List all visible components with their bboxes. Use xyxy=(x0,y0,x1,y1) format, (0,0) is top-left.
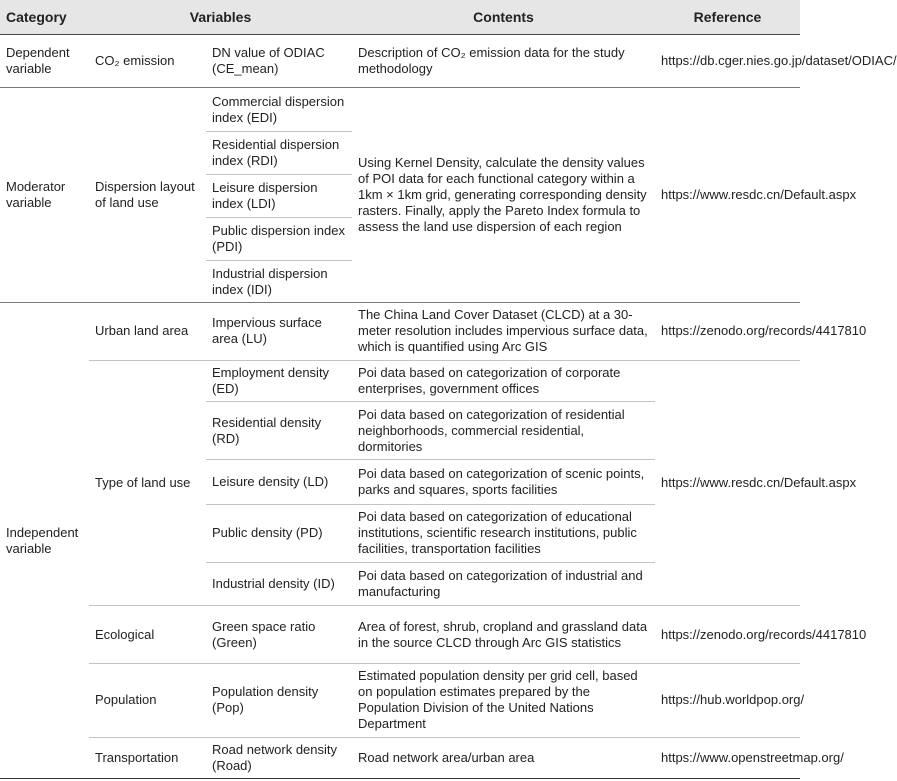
variable-cell: Type of land use xyxy=(89,360,206,606)
category-cell: Independent variable xyxy=(0,303,89,779)
table-row xyxy=(0,606,800,664)
detail-cell: DN value of ODIAC (CE_mean) xyxy=(206,35,352,88)
header-reference: Reference xyxy=(655,0,800,35)
variable-cell: Dispersion layout of land use xyxy=(89,88,206,303)
detail-cell: Public density (PD) xyxy=(206,504,352,563)
detail-cell: Commercial dispersion index (EDI) xyxy=(206,88,352,131)
detail-cell: Impervious surface area (LU) xyxy=(206,303,352,361)
table-row xyxy=(0,360,800,401)
contents-cell: Description of CO₂ emission data for the study methodology xyxy=(352,35,655,88)
category-cell: Moderator variable xyxy=(0,88,89,303)
table-row xyxy=(0,663,800,737)
table-row xyxy=(0,737,800,778)
contents-cell: Poi data based on categorization of industrial and manufacturing xyxy=(352,563,655,606)
contents-cell: Road network area/urban area xyxy=(352,737,655,778)
contents-cell: The China Land Cover Dataset (CLCD) at a 30-meter resolution includes impervious surface data, which is quantified using Arc GIS xyxy=(352,303,655,361)
variable-cell: Transportation xyxy=(89,737,206,778)
table-row xyxy=(0,88,800,131)
variable-cell: CO₂ emission xyxy=(89,35,206,88)
reference-cell: https://zenodo.org/records/4417810 xyxy=(655,303,800,361)
detail-cell: Leisure density (LD) xyxy=(206,460,352,504)
contents-cell: Poi data based on categorization of corporate enterprises, government offices xyxy=(352,360,655,401)
header-variables: Variables xyxy=(89,0,352,35)
reference-cell: https://www.openstreetmap.org/ xyxy=(655,737,800,778)
contents-cell: Using Kernel Density, calculate the density values of POI data for each functional category within a 1km × 1km grid, generating corresponding density rasters. Finally, apply the Pareto Index formula to assess the land use dispersion of each region xyxy=(352,88,655,303)
detail-cell: Industrial dispersion index (IDI) xyxy=(206,261,352,303)
contents-cell: Area of forest, shrub, cropland and grassland data in the source CLCD through Arc GIS statistics xyxy=(352,606,655,664)
contents-cell: Poi data based on categorization of scenic points, parks and squares, sports facilities xyxy=(352,460,655,504)
detail-cell: Leisure dispersion index (LDI) xyxy=(206,174,352,217)
reference-cell: https://db.cger.nies.go.jp/dataset/ODIAC/ xyxy=(655,35,800,88)
category-cell: Dependent variable xyxy=(0,35,89,88)
detail-cell: Public dispersion index (PDI) xyxy=(206,217,352,260)
detail-cell: Industrial density (ID) xyxy=(206,563,352,606)
detail-cell: Employment density (ED) xyxy=(206,360,352,401)
table-row xyxy=(0,35,800,88)
detail-cell: Residential dispersion index (RDI) xyxy=(206,131,352,174)
contents-cell: Poi data based on categorization of educational institutions, scientific research institutions, public facilities, transportation facilities xyxy=(352,504,655,563)
reference-cell: https://www.resdc.cn/Default.aspx xyxy=(655,88,800,303)
header-contents: Contents xyxy=(352,0,655,35)
contents-cell: Estimated population density per grid cell, based on population estimates prepared by the Population Division of the United Nations Department xyxy=(352,663,655,737)
contents-cell: Poi data based on categorization of residential neighborhoods, commercial residential, dormitories xyxy=(352,401,655,460)
table-row xyxy=(0,303,800,361)
header-row xyxy=(0,0,800,35)
detail-cell: Population density (Pop) xyxy=(206,663,352,737)
reference-cell: https://hub.worldpop.org/ xyxy=(655,663,800,737)
detail-cell: Green space ratio (Green) xyxy=(206,606,352,664)
header-category: Category xyxy=(0,0,89,35)
detail-cell: Residential density (RD) xyxy=(206,401,352,460)
variable-cell: Population xyxy=(89,663,206,737)
variable-cell: Urban land area xyxy=(89,303,206,361)
variable-cell: Ecological xyxy=(89,606,206,664)
reference-cell: https://zenodo.org/records/4417810 xyxy=(655,606,800,664)
detail-cell: Road network density (Road) xyxy=(206,737,352,778)
reference-cell: https://www.resdc.cn/Default.aspx xyxy=(655,360,800,606)
